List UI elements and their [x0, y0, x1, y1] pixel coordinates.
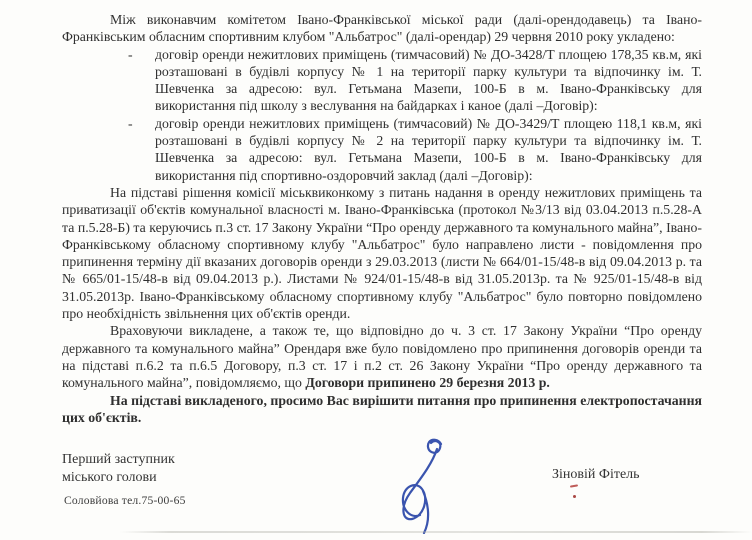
dash-bullet: -	[128, 46, 133, 62]
signatory-title-line1: Перший заступник	[62, 452, 175, 467]
dash-bullet: -	[128, 115, 133, 131]
signatory-name: Зіновій Фітель	[552, 467, 640, 482]
conclusion-bold-text: Договори припинено 29 березня 2013 р.	[305, 375, 550, 391]
list-item	[62, 46, 702, 115]
red-pen-mark	[570, 484, 578, 487]
agreement-text: договір оренди нежитлових приміщень (тимчасовий) № ДО-3429/Т площею 118,1 кв.м, які розташовані в будівлі корпусу № 2 на території парку культури та відпочинку ім. Т. Шевченка за адресою: вул. Гетьмана Мазепи, 100-Б в м. Івано-Франківську для використання під спортивно-оздоровчий заклад (далі –Договір):	[155, 115, 702, 183]
signatory-title	[62, 451, 175, 486]
conclusion-regular-text: Враховуючи викладене, а також те, що відповідно до ч. 3 ст. 17 Закону України “Про оренду державного та комунального майна” Орендаря вже було повідомлено про припинення договорів оренди та на підставі п.6.2 та п.6.5 Договору, п.3 ст. 17 і п.2 ст. 26 Закону України “Про оренду державного та комунального майна”, повідомляємо, що	[62, 323, 702, 391]
scan-edge-artifact	[120, 531, 752, 533]
signatory-title-line2: міського голови	[62, 469, 157, 485]
agreement-text: договір оренди нежитлових приміщень (тимчасовий) № ДО-3428/Т площею 178,35 кв.м, які розташовані в будівлі корпусу № 1 на території парку культури та відпочинку ім. Т. Шевченка за адресою: вул. Гетьмана Мазепи, 100-Б в м. Івано-Франківську для використання під школу з веслування на байдарках і каное (далі –Договір):	[155, 46, 702, 114]
request-paragraph: На підставі викладеного, просимо Вас вирішити питання про припинення електропостачання цих об'єктів.	[62, 392, 702, 425]
conclusion-paragraph	[62, 322, 702, 391]
handwritten-signature-icon	[393, 436, 465, 534]
intro-paragraph: Між виконавчим комітетом Івано-Франківської міської ради (далі-орендодавець) та Івано-Франківським обласним спортивним клубом "Альбатрос" (далі-орендар) 29 червня 2010 року укладено:	[62, 12, 702, 45]
list-item	[62, 115, 702, 184]
red-pen-dot	[573, 495, 576, 498]
agreement-list	[62, 46, 702, 184]
basis-paragraph: На підставі рішення комісії міськвиконкому з питань надання в оренду нежитлових приміщень та приватизації об'єктів комунальної власності м. Івано-Франківська (протокол №3/13 від 03.04.2013 п.5.28-А та п.5.28-Б) та керуючись п.3 ст. 17 Закону України “Про оренду державного та комунального майна”, Івано-Франківському обласному спортивному клубу "Альбатрос" було направлено листи - повідомлення про припинення терміну дії вказаних договорів оренди з 29.03.2013 (листи № 664/01-15/48-в від 09.04.2013 р. та № 665/01-15/48-в від 09.04.2013 р.). Листами № 924/01-15/48-в від 31.05.2013р. та № 925/01-15/48-в від 31.05.2013р. Івано-Франківському обласному спортивному клубу "Альбатрос" було повторно повідомлено про необхідність звільнення цих об'єктів оренди.	[62, 184, 702, 322]
contact-line: Соловйова тел.75-00-65	[64, 494, 186, 507]
